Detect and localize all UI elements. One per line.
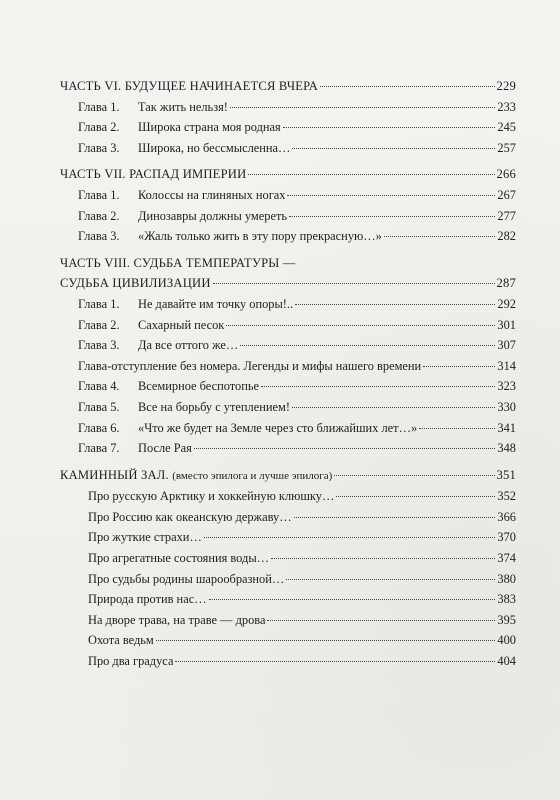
chapter-label: Глава 1. bbox=[78, 99, 120, 114]
chapter-label: Глава 2. bbox=[78, 317, 120, 332]
page-number: 351 bbox=[496, 467, 516, 482]
leader-dots bbox=[194, 448, 496, 449]
toc-chapter-row[interactable] bbox=[60, 226, 516, 247]
page-number: 341 bbox=[497, 420, 516, 435]
toc-part-8 bbox=[60, 253, 516, 459]
leader-dots bbox=[289, 216, 495, 217]
page-number: 352 bbox=[497, 489, 516, 504]
leader-dots bbox=[423, 366, 495, 367]
toc-chapter-row[interactable] bbox=[60, 315, 516, 336]
toc-epilogue-row[interactable] bbox=[60, 548, 516, 569]
toc-chapter-row[interactable] bbox=[60, 185, 516, 206]
epilogue-item-title: Природа против нас… bbox=[88, 592, 207, 607]
leader-dots bbox=[248, 174, 494, 175]
chapter-title: «Жаль только жить в эту пору прекрасную…» bbox=[138, 229, 382, 244]
chapter-title: Глава-отступление без номера. Легенды и мифы нашего времени bbox=[78, 358, 422, 373]
page-number: 266 bbox=[496, 167, 516, 182]
toc-epilogue-row[interactable] bbox=[60, 610, 516, 631]
page-number: 366 bbox=[497, 509, 516, 524]
page-number: 233 bbox=[497, 99, 516, 114]
chapter-label: Глава 3. bbox=[78, 229, 120, 244]
page-number: 301 bbox=[497, 317, 516, 332]
epilogue-item-title: Про жуткие страхи… bbox=[88, 530, 202, 545]
toc-chapter-row[interactable] bbox=[60, 117, 516, 138]
chapter-title: Сахарный песок bbox=[138, 317, 225, 332]
leader-dots bbox=[295, 304, 495, 305]
leader-dots bbox=[419, 428, 495, 429]
chapter-label: Глава 2. bbox=[78, 120, 120, 135]
toc-epilogue-row[interactable] bbox=[60, 630, 516, 651]
chapter-title: Так жить нельзя! bbox=[138, 99, 228, 114]
toc-epilogue-row[interactable] bbox=[60, 651, 516, 672]
toc-epilogue-row[interactable] bbox=[60, 507, 516, 528]
page-number: 287 bbox=[496, 276, 516, 291]
epilogue-item-title: Про Россию как океанскую державу… bbox=[88, 509, 292, 524]
chapter-title: Все на борьбу с утеплением! bbox=[138, 399, 290, 414]
leader-dots bbox=[240, 345, 495, 346]
leader-dots bbox=[156, 640, 496, 641]
leader-dots bbox=[226, 325, 495, 326]
toc-chapter-row[interactable] bbox=[60, 138, 516, 159]
table-of-contents bbox=[60, 76, 516, 678]
toc-chapter-row[interactable] bbox=[60, 376, 516, 397]
chapter-label: Глава 3. bbox=[78, 140, 120, 155]
chapter-label: Глава 2. bbox=[78, 208, 120, 223]
toc-part-6 bbox=[60, 76, 516, 158]
toc-chapter-row[interactable] bbox=[60, 438, 516, 459]
toc-part-title-row[interactable] bbox=[60, 76, 516, 97]
leader-dots bbox=[384, 236, 496, 237]
page-number: 404 bbox=[497, 654, 516, 669]
epilogue-subtitle: (вместо эпилога и лучше эпилога) bbox=[172, 469, 333, 482]
page-number: 348 bbox=[497, 441, 516, 456]
page-number: 257 bbox=[497, 140, 516, 155]
page-number: 330 bbox=[497, 399, 516, 414]
toc-chapter-row[interactable] bbox=[60, 356, 516, 377]
toc-epilogue-row[interactable] bbox=[60, 527, 516, 548]
leader-dots bbox=[320, 86, 494, 87]
leader-dots bbox=[336, 496, 495, 497]
chapter-title: Не давайте им точку опоры!.. bbox=[138, 296, 294, 311]
leader-dots bbox=[286, 579, 495, 580]
epilogue-item-title: Охота ведьм bbox=[88, 633, 154, 648]
page-number: 380 bbox=[497, 571, 516, 586]
page-number: 292 bbox=[497, 296, 516, 311]
chapter-title: Да все оттого же… bbox=[138, 338, 239, 353]
toc-part-7 bbox=[60, 164, 516, 246]
toc-chapter-row[interactable] bbox=[60, 418, 516, 439]
chapter-label: Глава 1. bbox=[78, 187, 120, 202]
epilogue-title: КАМИННЫЙ ЗАЛ. bbox=[60, 467, 169, 482]
epilogue-item-title: Про два градуса bbox=[88, 654, 174, 669]
epilogue-item-title: Про судьбы родины шарообразной… bbox=[88, 571, 285, 586]
page-number: 245 bbox=[497, 120, 516, 135]
page-number: 370 bbox=[497, 530, 516, 545]
leader-dots bbox=[230, 107, 495, 108]
toc-epilogue-row[interactable] bbox=[60, 486, 516, 507]
chapter-title: Широка страна моя родная bbox=[138, 120, 281, 135]
toc-chapter-row[interactable] bbox=[60, 397, 516, 418]
page-number: 307 bbox=[497, 338, 516, 353]
chapter-title: Колоссы на глиняных ногах bbox=[138, 187, 286, 202]
toc-part-title-row[interactable] bbox=[60, 465, 516, 487]
epilogue-item-title: На дворе трава, на траве — дрова bbox=[88, 612, 266, 627]
chapter-label: Глава 5. bbox=[78, 399, 120, 414]
toc-chapter-row[interactable] bbox=[60, 335, 516, 356]
leader-dots bbox=[271, 558, 495, 559]
epilogue-item-title: Про агрегатные состояния воды… bbox=[88, 551, 270, 566]
chapter-label: Глава 4. bbox=[78, 379, 120, 394]
chapter-title: Широка, но бессмысленна… bbox=[138, 140, 291, 155]
chapter-title: Динозавры должны умереть bbox=[138, 208, 288, 223]
leader-dots bbox=[292, 148, 495, 149]
toc-epilogue-row[interactable] bbox=[60, 589, 516, 610]
leader-dots bbox=[294, 517, 496, 518]
page-number: 323 bbox=[497, 379, 516, 394]
toc-epilogue-row[interactable] bbox=[60, 569, 516, 590]
leader-dots bbox=[334, 475, 494, 476]
leader-dots bbox=[287, 195, 495, 196]
toc-part-title-row[interactable] bbox=[60, 164, 516, 185]
toc-part-title-row[interactable] bbox=[60, 273, 516, 294]
epilogue-item-title: Про русскую Арктику и хоккейную клюшку… bbox=[88, 489, 335, 504]
page-number: 383 bbox=[497, 592, 516, 607]
page-number: 229 bbox=[496, 79, 516, 93]
chapter-label: Глава 3. bbox=[78, 338, 120, 353]
part-title: ЧАСТЬ VII. РАСПАД ИМПЕРИИ bbox=[60, 167, 247, 182]
leader-dots bbox=[267, 620, 495, 621]
chapter-title: «Что же будет на Земле через сто ближайших лет…» bbox=[138, 420, 418, 435]
part-title-line1: ЧАСТЬ VIII. СУДЬБА ТЕМПЕРАТУРЫ — bbox=[60, 255, 296, 270]
page-number: 400 bbox=[497, 633, 516, 648]
chapter-title: После Рая bbox=[138, 441, 192, 456]
leader-dots bbox=[283, 127, 496, 128]
leader-dots bbox=[209, 599, 496, 600]
leader-dots bbox=[213, 283, 495, 284]
page-number: 314 bbox=[497, 358, 516, 373]
chapter-label: Глава 1. bbox=[78, 296, 120, 311]
page-number: 267 bbox=[497, 187, 516, 202]
page-number: 374 bbox=[497, 551, 516, 566]
toc-chapter-row[interactable] bbox=[60, 206, 516, 227]
leader-dots bbox=[292, 407, 495, 408]
part-title bbox=[60, 465, 332, 487]
part-title: ЧАСТЬ VI. БУДУЩЕЕ НАЧИНАЕТСЯ ВЧЕРА bbox=[60, 79, 319, 93]
page-number: 282 bbox=[497, 229, 516, 244]
chapter-label: Глава 6. bbox=[78, 420, 120, 435]
part-title: СУДЬБА ЦИВИЛИЗАЦИИ bbox=[60, 276, 211, 291]
chapter-label: Глава 7. bbox=[78, 441, 120, 456]
toc-chapter-row[interactable] bbox=[60, 294, 516, 315]
chapter-title: Всемирное беспотопье bbox=[138, 379, 259, 394]
toc-chapter-row[interactable] bbox=[60, 97, 516, 118]
leader-dots bbox=[204, 537, 496, 538]
page-number: 395 bbox=[497, 612, 516, 627]
leader-dots bbox=[261, 386, 495, 387]
toc-epilogue bbox=[60, 465, 516, 672]
page-number: 277 bbox=[497, 208, 516, 223]
leader-dots bbox=[175, 661, 495, 662]
